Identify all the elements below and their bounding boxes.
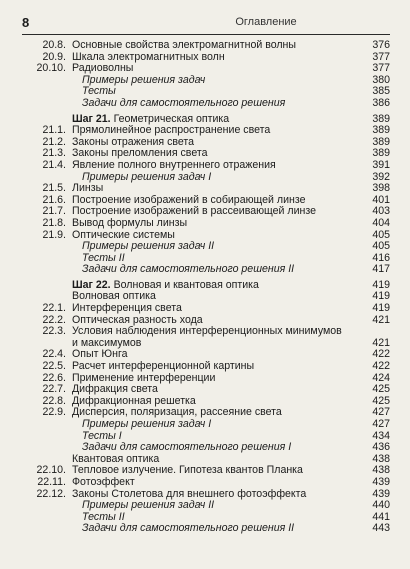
toc-page-number: 422 [372, 348, 390, 361]
toc-page-number: 386 [372, 96, 390, 109]
toc-page-number: 419 [372, 278, 390, 291]
toc-entry [22, 326, 390, 349]
toc-entry [22, 241, 390, 253]
toc-section-number: 22.11. [37, 475, 66, 488]
toc-page-number: 398 [372, 182, 390, 195]
toc-section-number: 22.1. [42, 302, 66, 315]
toc-page-number: 436 [372, 441, 390, 454]
toc-section-title: Фотоэффект [72, 476, 135, 488]
toc-page-number: 427 [372, 418, 390, 430]
toc-entry [22, 75, 390, 87]
toc-page-number: 421 [372, 313, 390, 326]
toc-chapter-step: Шаг 21. [72, 113, 111, 125]
table-of-contents [22, 40, 390, 535]
toc-section-number: 21.8. [42, 216, 66, 229]
toc-section-title: Задачи для самостоятельного решения II [82, 264, 295, 276]
toc-section-number: 21.2. [42, 135, 66, 148]
toc-entry [22, 512, 390, 524]
toc-page-number: 376 [372, 39, 390, 51]
toc-page-number: 404 [372, 216, 390, 229]
toc-page-number: 417 [372, 263, 390, 276]
toc-section-title: Задачи для самостоятельного решения II [82, 523, 295, 535]
toc-page-number: 438 [372, 452, 390, 465]
toc-entry [22, 63, 390, 75]
toc-page-number: 403 [372, 205, 390, 218]
toc-entry [22, 137, 390, 149]
toc-entry [22, 183, 390, 195]
toc-section-title: Дисперсия, поляризация, рассеяние света [72, 407, 282, 419]
toc-section-number: 21.5. [42, 182, 66, 195]
toc-entry [22, 98, 390, 110]
toc-entry [22, 280, 390, 292]
running-title: Оглавление [235, 16, 297, 28]
toc-entry [22, 361, 390, 373]
toc-entry [22, 218, 390, 230]
toc-section-title: Дифракция света [72, 384, 158, 396]
toc-page-number: 392 [372, 170, 390, 183]
toc-page-number: 401 [372, 193, 390, 206]
toc-page-number: 416 [372, 251, 390, 264]
toc-page-number: 421 [372, 336, 390, 349]
toc-section-number: 22.6. [42, 371, 66, 384]
toc-entry [22, 454, 390, 466]
toc-entry [22, 465, 390, 477]
toc-section-title: Прямолинейное распространение света [72, 125, 271, 137]
toc-section-number: 20.10. [36, 62, 66, 75]
toc-section-number: 21.6. [42, 193, 66, 206]
toc-section-number: 21.1. [42, 124, 66, 137]
toc-section-title: Примеры решения задач I [82, 419, 212, 430]
toc-section-title: Условия наблюдения интерференционных минимумов и максимумов [72, 326, 342, 349]
toc-section-number: 22.12. [36, 487, 66, 500]
toc-entry [22, 160, 390, 172]
toc-section-title: Примеры решения задач I [82, 171, 212, 183]
toc-page-number: 425 [372, 394, 390, 407]
toc-section-number: 21.3. [42, 147, 66, 160]
toc-section-number: 22.2. [42, 313, 66, 326]
toc-entry [22, 477, 390, 489]
toc-section-title: Тесты II [82, 511, 125, 523]
toc-page-number: 405 [372, 228, 390, 241]
toc-section-title: Примеры решения задач II [82, 500, 215, 512]
toc-section-title: Задачи для самостоятельного решения I [82, 442, 292, 454]
toc-page-number: 405 [372, 240, 390, 253]
toc-section-title: Волновая оптика [72, 291, 156, 303]
toc-section-title: Оптическая разность хода [72, 314, 203, 326]
toc-entry [22, 195, 390, 207]
toc-chapter-name: Геометрическая оптика [110, 113, 230, 125]
toc-page-number: 419 [372, 290, 390, 303]
toc-entry [22, 349, 390, 361]
toc-section-title: Явление полного внутреннего отражения [72, 159, 276, 171]
toc-entry [22, 52, 390, 64]
toc-entry [22, 148, 390, 160]
toc-section-title: Дифракционная решетка [72, 395, 196, 407]
toc-page-number: 440 [372, 499, 390, 512]
toc-page-number: 439 [372, 487, 390, 500]
toc-page-number: 389 [372, 147, 390, 160]
toc-section-title: Примеры решения задач [82, 74, 206, 86]
toc-entry [22, 442, 390, 454]
toc-section-title: Законы преломления света [72, 148, 208, 160]
page-header [22, 10, 390, 35]
toc-entry [22, 384, 390, 396]
toc-chapter-title [72, 114, 350, 126]
toc-section-title: Радиоволны [72, 63, 134, 75]
toc-page-number: 425 [372, 383, 390, 396]
toc-section-title: Построение изображений в рассеивающей линзе [72, 206, 316, 218]
toc-section-title: Оптические системы [72, 229, 175, 241]
toc-entry [22, 291, 390, 303]
toc-entry [22, 114, 390, 126]
toc-page-number: 441 [372, 510, 390, 523]
toc-page-number: 422 [372, 360, 390, 373]
toc-page-number: 380 [372, 73, 390, 86]
toc-section-title: Построение изображений в собирающей линзе [72, 194, 306, 206]
toc-section-number: 20.8. [42, 39, 66, 51]
toc-entry [22, 500, 390, 512]
toc-section-title: Основные свойства электромагнитной волны [72, 40, 297, 51]
toc-section-title: Вывод формулы линзы [72, 217, 188, 229]
toc-section-title: Законы отражения света [72, 136, 195, 148]
toc-section-title: Тесты [82, 86, 116, 98]
toc-entry [22, 40, 390, 52]
toc-section-title: Шкала электромагнитных волн [72, 51, 225, 63]
toc-entry [22, 172, 390, 184]
toc-section-title: Интерференция света [72, 303, 182, 315]
toc-page-number: 419 [372, 302, 390, 315]
toc-entry [22, 315, 390, 327]
toc-section-number: 22.5. [42, 360, 66, 373]
toc-section-title: Тесты I [82, 430, 122, 442]
toc-chapter-title [72, 280, 350, 292]
toc-section-title: Тепловое излучение. Гипотеза квантов Планка [72, 465, 303, 477]
toc-section-title: Линзы [72, 183, 104, 195]
toc-entry [22, 125, 390, 137]
toc-chapter-name: Волновая и квантовая оптика [110, 279, 259, 291]
toc-page-number: 385 [372, 85, 390, 98]
toc-section-number: 21.4. [42, 158, 66, 171]
toc-entry [22, 253, 390, 265]
toc-page-number: 389 [372, 124, 390, 137]
toc-entry [22, 230, 390, 242]
toc-page-number: 439 [372, 475, 390, 488]
toc-section-title: Примеры решения задач II [82, 241, 215, 253]
page-number: 8 [22, 15, 30, 30]
toc-entry [22, 407, 390, 419]
toc-chapter-step: Шаг 22. [72, 279, 111, 291]
toc-section-title: Задачи для самостоятельного решения [82, 97, 286, 109]
toc-section-title: Расчет интерференционной картины [72, 361, 255, 373]
toc-section-title: Тесты II [82, 252, 125, 264]
toc-section-number: 20.9. [42, 50, 66, 63]
toc-page-number: 377 [372, 50, 390, 63]
toc-page-number: 377 [372, 62, 390, 75]
toc-section-number: 22.3. [42, 325, 66, 338]
toc-page-number: 438 [372, 464, 390, 477]
toc-entry [22, 419, 390, 431]
toc-entry [22, 264, 390, 276]
toc-page-number: 434 [372, 429, 390, 442]
toc-entry [22, 396, 390, 408]
toc-section-number: 21.9. [42, 228, 66, 241]
toc-section-number: 22.9. [42, 406, 66, 419]
toc-section-title: Применение интерференции [72, 372, 216, 384]
toc-entry [22, 206, 390, 218]
toc-entry [22, 489, 390, 501]
toc-section-number: 22.4. [42, 348, 66, 361]
toc-section-number: 22.7. [42, 383, 66, 396]
toc-entry [22, 373, 390, 385]
toc-section-title: Опыт Юнга [72, 349, 128, 361]
toc-entry [22, 86, 390, 98]
toc-page-number: 389 [372, 135, 390, 148]
toc-page-number: 443 [372, 522, 390, 535]
toc-page-number: 391 [372, 158, 390, 171]
toc-section-number: 22.10. [36, 464, 66, 477]
toc-section-number: 21.7. [42, 205, 66, 218]
toc-entry [22, 523, 390, 535]
toc-page-number: 427 [372, 406, 390, 419]
toc-entry [22, 431, 390, 443]
toc-page-number: 424 [372, 371, 390, 384]
toc-page-number: 389 [372, 112, 390, 125]
toc-section-number: 22.8. [42, 394, 66, 407]
toc-section-title: Квантовая оптика [72, 453, 160, 465]
toc-entry [22, 303, 390, 315]
toc-section-title: Законы Столетова для внешнего фотоэффекта [72, 488, 307, 500]
